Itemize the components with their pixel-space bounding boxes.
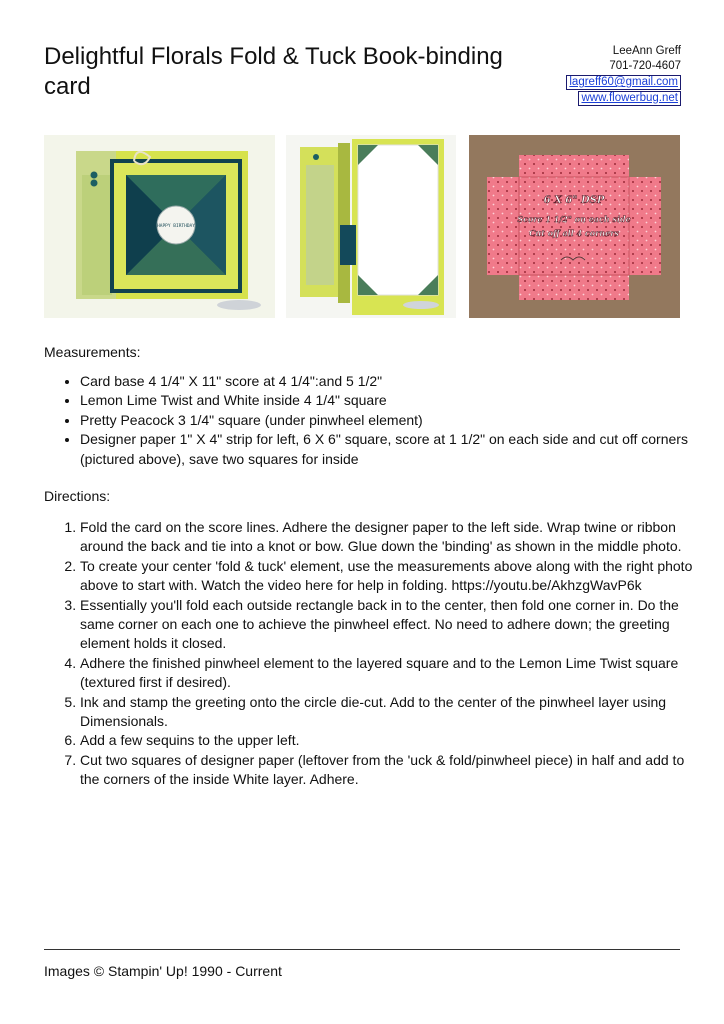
dsp-instruction-1: Score 1 1/2" on each side <box>517 214 631 224</box>
card-inside-photo <box>286 135 456 318</box>
author-name: LeeAnn Greff <box>612 45 681 57</box>
measurements-heading: Measurements: <box>44 344 141 360</box>
email-link[interactable]: lagreff60@gmail.com <box>566 75 681 90</box>
list-item: 6. Add a few sequins to the upper left. <box>80 731 700 750</box>
list-item: • Pretty Peacock 3 1/4" square (under pinwheel element) <box>80 411 700 430</box>
footer-divider <box>44 949 680 950</box>
list-item: 3. Essentially you'll fold each outside rectangle back in to the center, then fold one corner in. Do the same corner on each one to achieve the pinwheel effect. No need to adhere down; the greeting element holds it closed. <box>80 596 700 654</box>
dsp-template-photo <box>469 135 680 318</box>
dsp-instruction-2: Cut off all 4 corners <box>529 228 619 238</box>
directions-list <box>62 518 700 790</box>
measurements-list <box>62 372 700 469</box>
phone-number: 701-720-4607 <box>609 60 681 72</box>
list-item: 5. Ink and stamp the greeting onto the circle die-cut. Add to the center of the pinwheel layer using Dimensionals. <box>80 693 700 732</box>
list-item: 4. Adhere the finished pinwheel element to the layered square and to the Lemon Lime Twist square (textured first if desired). <box>80 654 700 693</box>
list-item: • Designer paper 1" X 4" strip for left, 6 X 6" square, score at 1 1/2" on each side and cut off corners (pictured above), save two squares for inside <box>80 430 700 469</box>
list-item: • Lemon Lime Twist and White inside 4 1/4" square <box>80 391 700 410</box>
greeting-stamp: HAPPY BIRTHDAY <box>157 224 195 229</box>
dsp-title: 6 X 6" DSP <box>543 195 605 206</box>
directions-heading: Directions: <box>44 488 111 504</box>
page-title: Delightful Florals Fold & Tuck Book-binding card <box>44 43 503 100</box>
contact-block <box>566 44 681 106</box>
list-item: 1. Fold the card on the score lines. Adhere the designer paper to the left side. Wrap twine or ribbon around the back and tie into a knot or bow. Glue down the 'binding' as shown in the middle photo. <box>80 518 700 557</box>
card-front-photo <box>44 135 275 318</box>
list-item: 2. To create your center 'fold & tuck' element, use the measurements above along with the right photo above to start with. Watch the video here for help in folding. https://youtu.be/AkhzgWavP6k <box>80 557 700 596</box>
list-item: 7. Cut two squares of designer paper (leftover from the 'uck & fold/pinwheel piece) in half and add to the corners of the inside White layer. Adhere. <box>80 751 700 790</box>
copyright-footer: Images © Stampin' Up! 1990 - Current <box>44 963 282 979</box>
website-link[interactable]: www.flowerbug.net <box>578 91 681 106</box>
list-item: • Card base 4 1/4" X 11" score at 4 1/4":and 5 1/2" <box>80 372 700 391</box>
